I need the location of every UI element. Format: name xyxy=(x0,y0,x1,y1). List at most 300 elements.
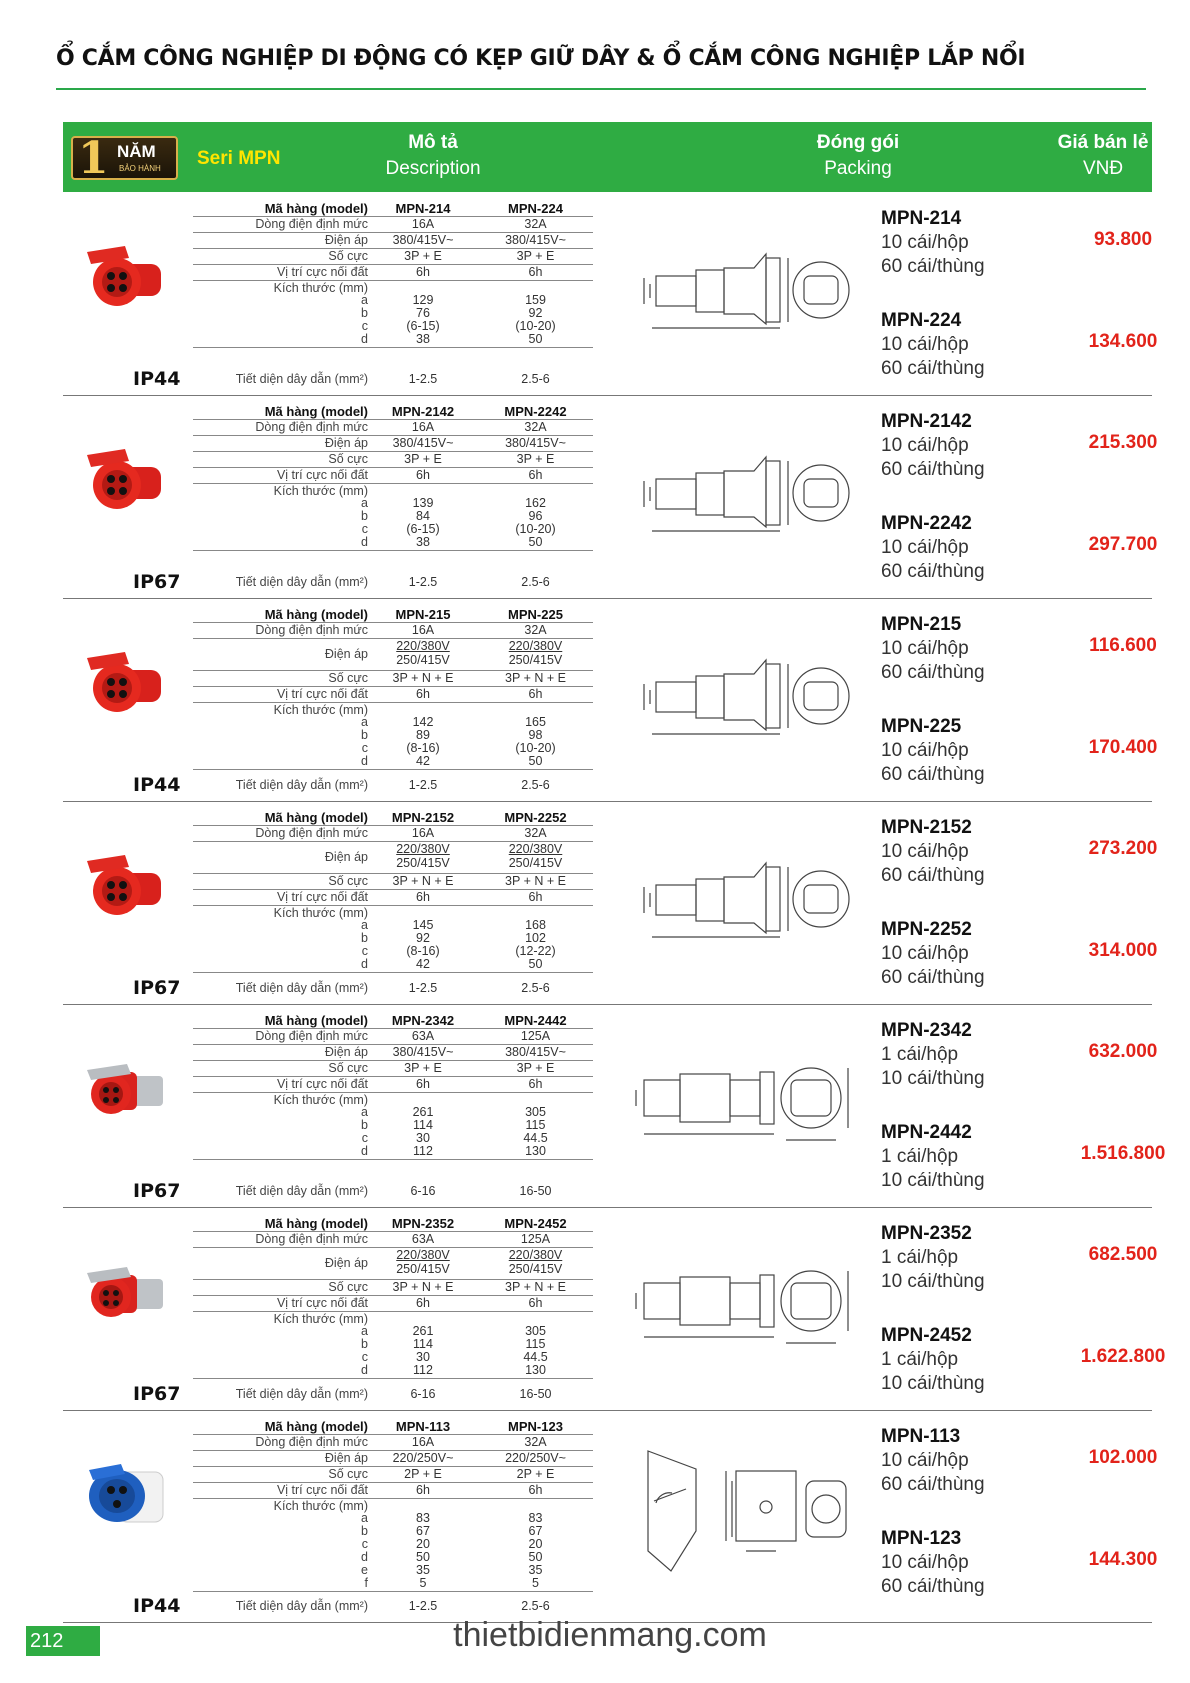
spec-value: 63A xyxy=(411,1232,435,1246)
dimension-label: a xyxy=(361,1105,368,1119)
spec-value: 168 xyxy=(525,918,546,932)
product-row xyxy=(63,1411,1158,1623)
spec-value: 5 xyxy=(419,1576,427,1590)
spec-value: 114 xyxy=(413,1118,433,1132)
spec-value: 16A xyxy=(411,420,435,434)
product-row xyxy=(63,396,1158,599)
packing-model: MPN-225 xyxy=(881,716,962,737)
spec-value: 42 xyxy=(416,754,430,768)
spec-value: MPN-224 xyxy=(508,201,563,216)
product-image xyxy=(81,644,171,724)
spec-table xyxy=(193,201,593,392)
spec-label: Tiết diện dây dẫn (mm²) xyxy=(235,1387,368,1401)
spec-value: 165 xyxy=(525,715,546,729)
packing-model: MPN-2352 xyxy=(881,1223,972,1244)
spec-value: 261 xyxy=(412,1105,434,1119)
spec-value: 6-16 xyxy=(410,1387,436,1401)
spec-value: 6h xyxy=(416,890,430,904)
spec-value: 89 xyxy=(416,728,430,742)
spec-value: MPN-215 xyxy=(395,607,451,622)
warranty-label: NĂM xyxy=(117,142,156,161)
spec-value: 250/415V xyxy=(508,1262,563,1276)
packing-model: MPN-123 xyxy=(881,1528,962,1549)
packing-header: Đóng gói Packing xyxy=(816,132,900,179)
packing-crate: 10 cái/thùng xyxy=(881,1170,985,1191)
spec-value: 42 xyxy=(416,957,430,971)
warranty-sub: BẢO HÀNH xyxy=(119,164,161,173)
packing-box: 10 cái/hộp xyxy=(881,841,969,862)
packing-crate: 10 cái/thùng xyxy=(881,1373,985,1394)
spec-value: 3P + E xyxy=(516,1061,555,1075)
packing-box: 10 cái/hộp xyxy=(881,232,969,253)
spec-label: Vị trí cực nối đất xyxy=(276,1077,368,1091)
spec-label: Mã hàng (model) xyxy=(264,607,368,622)
dimension-diagram xyxy=(626,1441,856,1596)
spec-value: 380/415V~ xyxy=(392,436,454,450)
spec-value: 50 xyxy=(528,957,543,971)
spec-value: 115 xyxy=(525,1337,546,1351)
spec-value: 35 xyxy=(528,1563,543,1577)
ip-rating: IP67 xyxy=(133,1180,181,1202)
spec-value: MPN-123 xyxy=(508,1419,563,1434)
spec-value: 6h xyxy=(416,687,430,701)
warranty-badge xyxy=(71,133,178,184)
spec-table xyxy=(193,607,593,798)
spec-value: 63A xyxy=(411,1029,435,1043)
packing-model: MPN-2242 xyxy=(881,513,972,534)
spec-label: Dòng điện định mức xyxy=(255,623,368,637)
spec-value: 16A xyxy=(411,826,435,840)
dimension-label: d xyxy=(361,1363,368,1377)
retail-price: 116.600 xyxy=(1089,635,1157,656)
dimension-label: f xyxy=(364,1576,368,1590)
spec-value: 250/415V xyxy=(508,856,563,870)
spec-value: 16A xyxy=(411,623,435,637)
spec-value: 1-2.5 xyxy=(408,372,438,386)
spec-value: 30 xyxy=(416,1350,430,1364)
spec-label: Kích thước (mm) xyxy=(273,1312,368,1326)
spec-value: 84 xyxy=(416,509,430,523)
spec-value: 2.5-6 xyxy=(521,575,550,589)
packing-info xyxy=(881,715,985,787)
spec-value: 3P + E xyxy=(516,249,555,263)
spec-divider xyxy=(193,972,593,973)
packing-info xyxy=(881,207,985,279)
spec-value: 96 xyxy=(528,509,543,523)
spec-label: Điện áp xyxy=(324,1256,368,1270)
spec-label: Mã hàng (model) xyxy=(264,1419,368,1434)
spec-value: 16-50 xyxy=(519,1184,552,1198)
spec-value: 6h xyxy=(528,687,543,701)
spec-value: 102 xyxy=(525,931,546,945)
packing-model: MPN-2252 xyxy=(881,919,972,940)
spec-value: 1-2.5 xyxy=(408,1599,438,1613)
spec-label: Kích thước (mm) xyxy=(273,906,368,920)
spec-value: 20 xyxy=(528,1537,543,1551)
spec-value: 1-2.5 xyxy=(408,575,438,589)
retail-price: 314.000 xyxy=(1088,940,1158,961)
spec-value: 220/380V xyxy=(396,639,450,653)
packing-box: 1 cái/hộp xyxy=(881,1146,959,1167)
spec-value: 220/380V xyxy=(396,1248,450,1262)
spec-value: 16A xyxy=(411,217,435,231)
spec-value: 220/380V xyxy=(396,842,450,856)
spec-value: 50 xyxy=(528,1550,543,1564)
spec-value: 250/415V xyxy=(508,653,563,667)
packing-info xyxy=(881,1121,985,1193)
spec-value: 220/380V xyxy=(508,1248,563,1262)
product-row xyxy=(63,802,1158,1005)
retail-price: 1.516.800 xyxy=(1080,1143,1166,1164)
packing-info xyxy=(881,1222,985,1294)
spec-value: 6h xyxy=(416,265,430,279)
spec-value: 38 xyxy=(416,332,430,346)
spec-value: 130 xyxy=(525,1363,546,1377)
spec-value: 6h xyxy=(528,1077,543,1091)
packing-model: MPN-113 xyxy=(881,1426,961,1447)
spec-value: (8-16) xyxy=(406,944,440,958)
spec-value: 6h xyxy=(528,265,543,279)
spec-value: 6h xyxy=(416,1483,430,1497)
dimension-label: a xyxy=(361,1511,368,1525)
spec-label: Tiết diện dây dẫn (mm²) xyxy=(235,575,368,589)
dimension-label: d xyxy=(361,957,368,971)
spec-label: Số cực xyxy=(328,1467,368,1481)
dimension-diagram xyxy=(626,644,856,759)
packing-crate: 60 cái/thùng xyxy=(881,1474,985,1495)
spec-value: 145 xyxy=(412,918,434,932)
spec-value: 32A xyxy=(524,826,547,840)
packing-info xyxy=(881,613,985,685)
packing-box: 1 cái/hộp xyxy=(881,1247,959,1268)
spec-value: 114 xyxy=(413,1337,433,1351)
spec-value: 250/415V xyxy=(396,1262,450,1276)
retail-price: 297.700 xyxy=(1088,534,1158,555)
spec-value: 32A xyxy=(524,217,547,231)
spec-value: 3P + E xyxy=(404,249,442,263)
retail-price: 1.622.800 xyxy=(1080,1346,1166,1367)
product-image xyxy=(81,441,171,521)
product-row xyxy=(63,599,1158,802)
dimension-label: d xyxy=(361,1144,368,1158)
spec-label: Điện áp xyxy=(324,1045,368,1059)
product-image xyxy=(81,847,171,927)
spec-label: Số cực xyxy=(328,249,368,263)
title-divider xyxy=(56,88,1146,90)
website-footer: thietbidienmang.com xyxy=(453,1616,767,1654)
dimension-diagram xyxy=(626,441,856,556)
packing-crate: 60 cái/thùng xyxy=(881,459,985,480)
spec-value: (10-20) xyxy=(515,319,556,333)
spec-label: Tiết diện dây dẫn (mm²) xyxy=(235,1184,368,1198)
packing-crate: 10 cái/thùng xyxy=(881,1271,985,1292)
warranty-number: 1 xyxy=(78,133,109,184)
dimension-label: c xyxy=(361,1537,368,1551)
spec-value: 30 xyxy=(416,1131,430,1145)
spec-table xyxy=(193,404,593,595)
spec-table xyxy=(193,1216,593,1407)
spec-value: 250/415V xyxy=(396,653,450,667)
spec-value: 3P + N + E xyxy=(392,1280,454,1294)
spec-label: Số cực xyxy=(328,874,368,888)
spec-value: 3P + E xyxy=(516,452,555,466)
dimension-label: c xyxy=(361,319,368,333)
spec-value: 142 xyxy=(412,715,434,729)
spec-value: 220/250V~ xyxy=(505,1451,566,1465)
dimension-label: c xyxy=(361,741,368,755)
spec-value: 130 xyxy=(525,1144,546,1158)
spec-value: 2.5-6 xyxy=(521,778,550,792)
packing-model: MPN-214 xyxy=(881,208,962,229)
retail-price: 102.000 xyxy=(1088,1447,1158,1468)
spec-label: Vị trí cực nối đất xyxy=(276,1483,368,1497)
spec-value: 50 xyxy=(528,332,543,346)
spec-label: Dòng điện định mức xyxy=(255,1435,368,1449)
spec-value: 380/415V~ xyxy=(505,1045,566,1059)
packing-model: MPN-2142 xyxy=(881,411,972,432)
spec-value: MPN-2342 xyxy=(391,1013,455,1028)
spec-value: MPN-2242 xyxy=(504,404,567,419)
spec-table xyxy=(193,1419,593,1619)
spec-value: 6-16 xyxy=(410,1184,436,1198)
retail-price: 682.500 xyxy=(1088,1244,1158,1265)
dimension-label: b xyxy=(361,728,368,742)
spec-label: Mã hàng (model) xyxy=(264,404,368,419)
spec-value: 83 xyxy=(416,1511,430,1525)
spec-label: Tiết diện dây dẫn (mm²) xyxy=(235,1599,368,1613)
dimension-label: d xyxy=(361,332,368,346)
retail-price: 273.200 xyxy=(1088,838,1158,859)
spec-value: (10-20) xyxy=(515,741,556,755)
packing-info xyxy=(881,816,985,888)
packing-info xyxy=(881,309,985,381)
spec-value: 3P + N + E xyxy=(505,874,566,888)
spec-value: 112 xyxy=(413,1363,433,1377)
spec-value: 305 xyxy=(525,1105,546,1119)
spec-value: (8-16) xyxy=(406,741,440,755)
spec-value: 380/415V~ xyxy=(392,1045,454,1059)
dimension-label: a xyxy=(361,918,368,932)
spec-value: 98 xyxy=(528,728,543,742)
dimension-label: c xyxy=(361,1131,368,1145)
product-image xyxy=(81,238,171,318)
spec-label: Điện áp xyxy=(324,436,368,450)
spec-value: 1-2.5 xyxy=(408,778,438,792)
spec-value: 92 xyxy=(416,931,430,945)
packing-crate: 60 cái/thùng xyxy=(881,967,985,988)
packing-model: MPN-2152 xyxy=(881,817,972,838)
spec-value: 5 xyxy=(532,1576,539,1590)
ip-rating: IP44 xyxy=(133,774,181,796)
spec-value: MPN-2442 xyxy=(504,1013,567,1028)
packing-crate: 60 cái/thùng xyxy=(881,256,985,277)
spec-value: 6h xyxy=(528,890,543,904)
spec-label: Vị trí cực nối đất xyxy=(276,265,368,279)
spec-label: Điện áp xyxy=(324,233,368,247)
spec-label: Tiết diện dây dẫn (mm²) xyxy=(235,778,368,792)
spec-divider xyxy=(193,1159,593,1160)
spec-value: 261 xyxy=(412,1324,434,1338)
ip-rating: IP44 xyxy=(133,1595,181,1617)
dimension-label: a xyxy=(361,496,368,510)
spec-label: Kích thước (mm) xyxy=(273,1499,368,1513)
spec-value: (6-15) xyxy=(406,522,440,536)
spec-value: 6h xyxy=(528,468,543,482)
spec-value: 16A xyxy=(411,1435,435,1449)
spec-label: Vị trí cực nối đất xyxy=(276,468,368,482)
spec-value: (10-20) xyxy=(515,522,556,536)
spec-value: 76 xyxy=(416,306,430,320)
spec-value: 3P + E xyxy=(404,452,442,466)
packing-crate: 60 cái/thùng xyxy=(881,865,985,886)
dimension-diagram xyxy=(626,1253,856,1368)
spec-label: Kích thước (mm) xyxy=(273,1093,368,1107)
spec-label: Dòng điện định mức xyxy=(255,217,368,231)
spec-label: Vị trí cực nối đất xyxy=(276,890,368,904)
dimension-label: b xyxy=(361,1118,368,1132)
spec-value: 220/380V xyxy=(508,639,563,653)
dimension-diagram xyxy=(626,238,856,353)
packing-info xyxy=(881,918,985,990)
spec-value: 3P + N + E xyxy=(392,671,454,685)
dimension-label: b xyxy=(361,509,368,523)
packing-model: MPN-2452 xyxy=(881,1325,972,1346)
spec-label: Dòng điện định mức xyxy=(255,826,368,840)
retail-price: 134.600 xyxy=(1088,331,1158,352)
ip-rating: IP67 xyxy=(133,1383,181,1405)
packing-crate: 60 cái/thùng xyxy=(881,561,985,582)
spec-value: 3P + E xyxy=(404,1061,442,1075)
spec-table xyxy=(193,1013,593,1204)
retail-price: 93.800 xyxy=(1093,229,1153,250)
packing-model: MPN-2442 xyxy=(881,1122,972,1143)
spec-value: MPN-2152 xyxy=(391,810,455,825)
spec-value: 125A xyxy=(520,1232,551,1246)
spec-value: 2P + E xyxy=(516,1467,555,1481)
spec-value: 6h xyxy=(416,1296,430,1310)
spec-value: 380/415V~ xyxy=(505,233,566,247)
packing-crate: 60 cái/thùng xyxy=(881,662,985,683)
packing-box: 10 cái/hộp xyxy=(881,1450,969,1471)
packing-info xyxy=(881,1324,985,1396)
spec-value: (6-15) xyxy=(406,319,440,333)
spec-value: 32A xyxy=(524,1435,547,1449)
spec-value: 50 xyxy=(528,535,543,549)
spec-label: Tiết diện dây dẫn (mm²) xyxy=(235,372,368,386)
packing-model: MPN-215 xyxy=(881,614,962,635)
packing-box: 10 cái/hộp xyxy=(881,1552,969,1573)
spec-label: Điện áp xyxy=(324,850,368,864)
retail-price: 170.400 xyxy=(1088,737,1158,758)
packing-box: 10 cái/hộp xyxy=(881,638,969,659)
spec-label: Mã hàng (model) xyxy=(264,201,368,216)
spec-value: 50 xyxy=(416,1550,430,1564)
dimension-diagram xyxy=(626,847,856,962)
spec-value: 2P + E xyxy=(404,1467,442,1481)
packing-model: MPN-2342 xyxy=(881,1020,972,1041)
dimension-label: b xyxy=(361,306,368,320)
spec-label: Dòng điện định mức xyxy=(255,1232,368,1246)
dimension-label: a xyxy=(361,1324,368,1338)
ip-rating: IP67 xyxy=(133,571,181,593)
packing-info xyxy=(881,1425,985,1497)
spec-value: 16-50 xyxy=(519,1387,552,1401)
product-row xyxy=(63,193,1158,396)
spec-value: 220/250V~ xyxy=(392,1451,454,1465)
spec-value: 159 xyxy=(525,293,546,307)
packing-box: 10 cái/hộp xyxy=(881,334,969,355)
retail-price: 632.000 xyxy=(1088,1041,1158,1062)
spec-label: Mã hàng (model) xyxy=(264,1013,368,1028)
spec-value: 67 xyxy=(416,1524,430,1538)
spec-value: 44.5 xyxy=(523,1350,548,1364)
spec-value: (12-22) xyxy=(515,944,556,958)
spec-value: 115 xyxy=(525,1118,546,1132)
dimension-label: e xyxy=(361,1563,368,1577)
spec-label: Kích thước (mm) xyxy=(273,484,368,498)
spec-value: MPN-2352 xyxy=(391,1216,455,1231)
spec-value: 92 xyxy=(528,306,543,320)
spec-value: 6h xyxy=(416,1077,430,1091)
spec-value: 3P + N + E xyxy=(392,874,454,888)
spec-value: 305 xyxy=(525,1324,546,1338)
spec-value: 38 xyxy=(416,535,430,549)
dimension-label: c xyxy=(361,1350,368,1364)
spec-label: Kích thước (mm) xyxy=(273,703,368,717)
spec-value: 1-2.5 xyxy=(408,981,438,995)
spec-divider xyxy=(193,1591,593,1592)
dimension-label: b xyxy=(361,1524,368,1538)
packing-crate: 10 cái/thùng xyxy=(881,1068,985,1089)
dimension-label: a xyxy=(361,715,368,729)
ip-rating: IP44 xyxy=(133,368,181,390)
spec-value: 2.5-6 xyxy=(521,981,550,995)
packing-box: 1 cái/hộp xyxy=(881,1044,959,1065)
page-number: 212 xyxy=(26,1626,100,1656)
spec-table xyxy=(193,810,593,1001)
packing-crate: 60 cái/thùng xyxy=(881,358,985,379)
page-title: Ổ CẮM CÔNG NGHIỆP DI ĐỘNG CÓ KẸP GIỮ DÂY & Ổ CẮM CÔNG NGHIỆP LẮP NỔI xyxy=(56,46,1026,71)
spec-value: MPN-225 xyxy=(508,607,563,622)
retail-price: 215.300 xyxy=(1088,432,1158,453)
product-image xyxy=(81,1456,171,1536)
packing-crate: 60 cái/thùng xyxy=(881,764,985,785)
product-row xyxy=(63,1208,1166,1411)
dimension-label: c xyxy=(361,522,368,536)
spec-value: 44.5 xyxy=(523,1131,548,1145)
dimension-diagram xyxy=(626,1050,856,1165)
spec-label: Vị trí cực nối đất xyxy=(276,687,368,701)
spec-divider xyxy=(193,550,593,551)
description-header: Mô tả Description xyxy=(385,132,481,179)
spec-value: MPN-2452 xyxy=(504,1216,567,1231)
dimension-label: b xyxy=(361,931,368,945)
spec-value: 35 xyxy=(416,1563,430,1577)
spec-value: 67 xyxy=(528,1524,543,1538)
spec-label: Vị trí cực nối đất xyxy=(276,1296,368,1310)
spec-value: MPN-2252 xyxy=(504,810,567,825)
spec-value: 32A xyxy=(524,420,547,434)
spec-value: 162 xyxy=(525,496,546,510)
spec-value: 50 xyxy=(528,754,543,768)
spec-value: 380/415V~ xyxy=(392,233,454,247)
packing-box: 10 cái/hộp xyxy=(881,435,969,456)
spec-value: MPN-214 xyxy=(395,201,451,216)
spec-value: 6h xyxy=(528,1483,543,1497)
spec-label: Kích thước (mm) xyxy=(273,281,368,295)
spec-value: 83 xyxy=(528,1511,543,1525)
spec-value: 2.5-6 xyxy=(521,372,550,386)
